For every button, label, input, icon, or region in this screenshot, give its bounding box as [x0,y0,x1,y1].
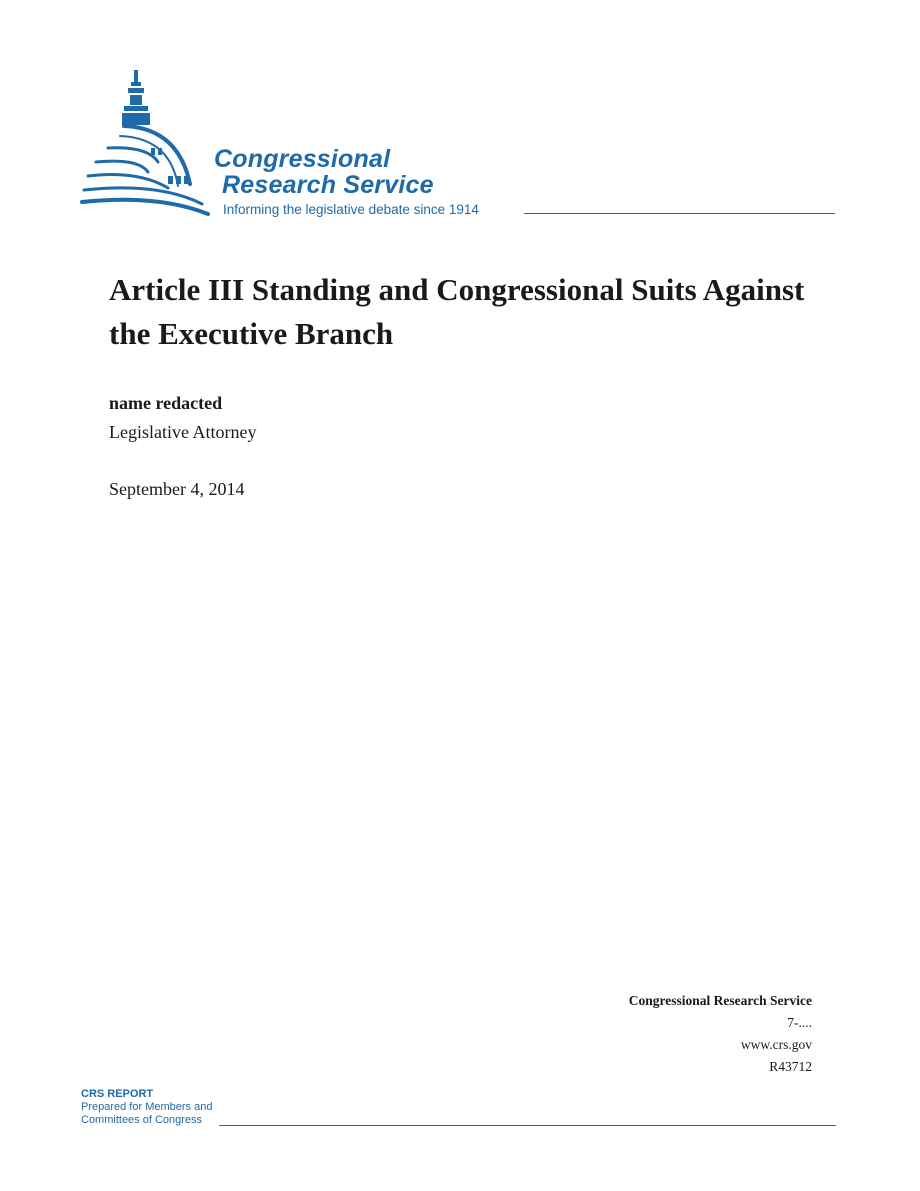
footer-rule [219,1125,836,1126]
contact-org: Congressional Research Service [628,993,812,1008]
header-rule [524,213,835,214]
logo-line-1: Congressional [214,145,391,173]
author-role: Legislative Attorney [109,422,257,442]
footer-report-label: CRS REPORT [81,1088,154,1100]
author-name: name redacted [109,393,223,413]
report-date: September 4, 2014 [109,479,245,499]
logo-tagline: Informing the legislative debate since 1914 [223,202,479,217]
footer-line-2: Committees of Congress [81,1114,203,1126]
logo-line-2: Research Service [222,171,434,199]
report-number: R43712 [769,1059,812,1074]
report-title: Article III Standing and Congressional Suits Against the Executive Branch [109,272,805,351]
capitol-dome-icon [78,66,218,226]
contact-phone: 7-.... [787,1015,812,1030]
contact-block [629,990,812,1078]
contact-website: www.crs.gov [740,1037,812,1052]
crs-logo [78,66,838,226]
footer-label [81,1088,212,1127]
footer-line-1: Prepared for Members and [81,1101,213,1113]
logo-wordmark [214,146,434,198]
